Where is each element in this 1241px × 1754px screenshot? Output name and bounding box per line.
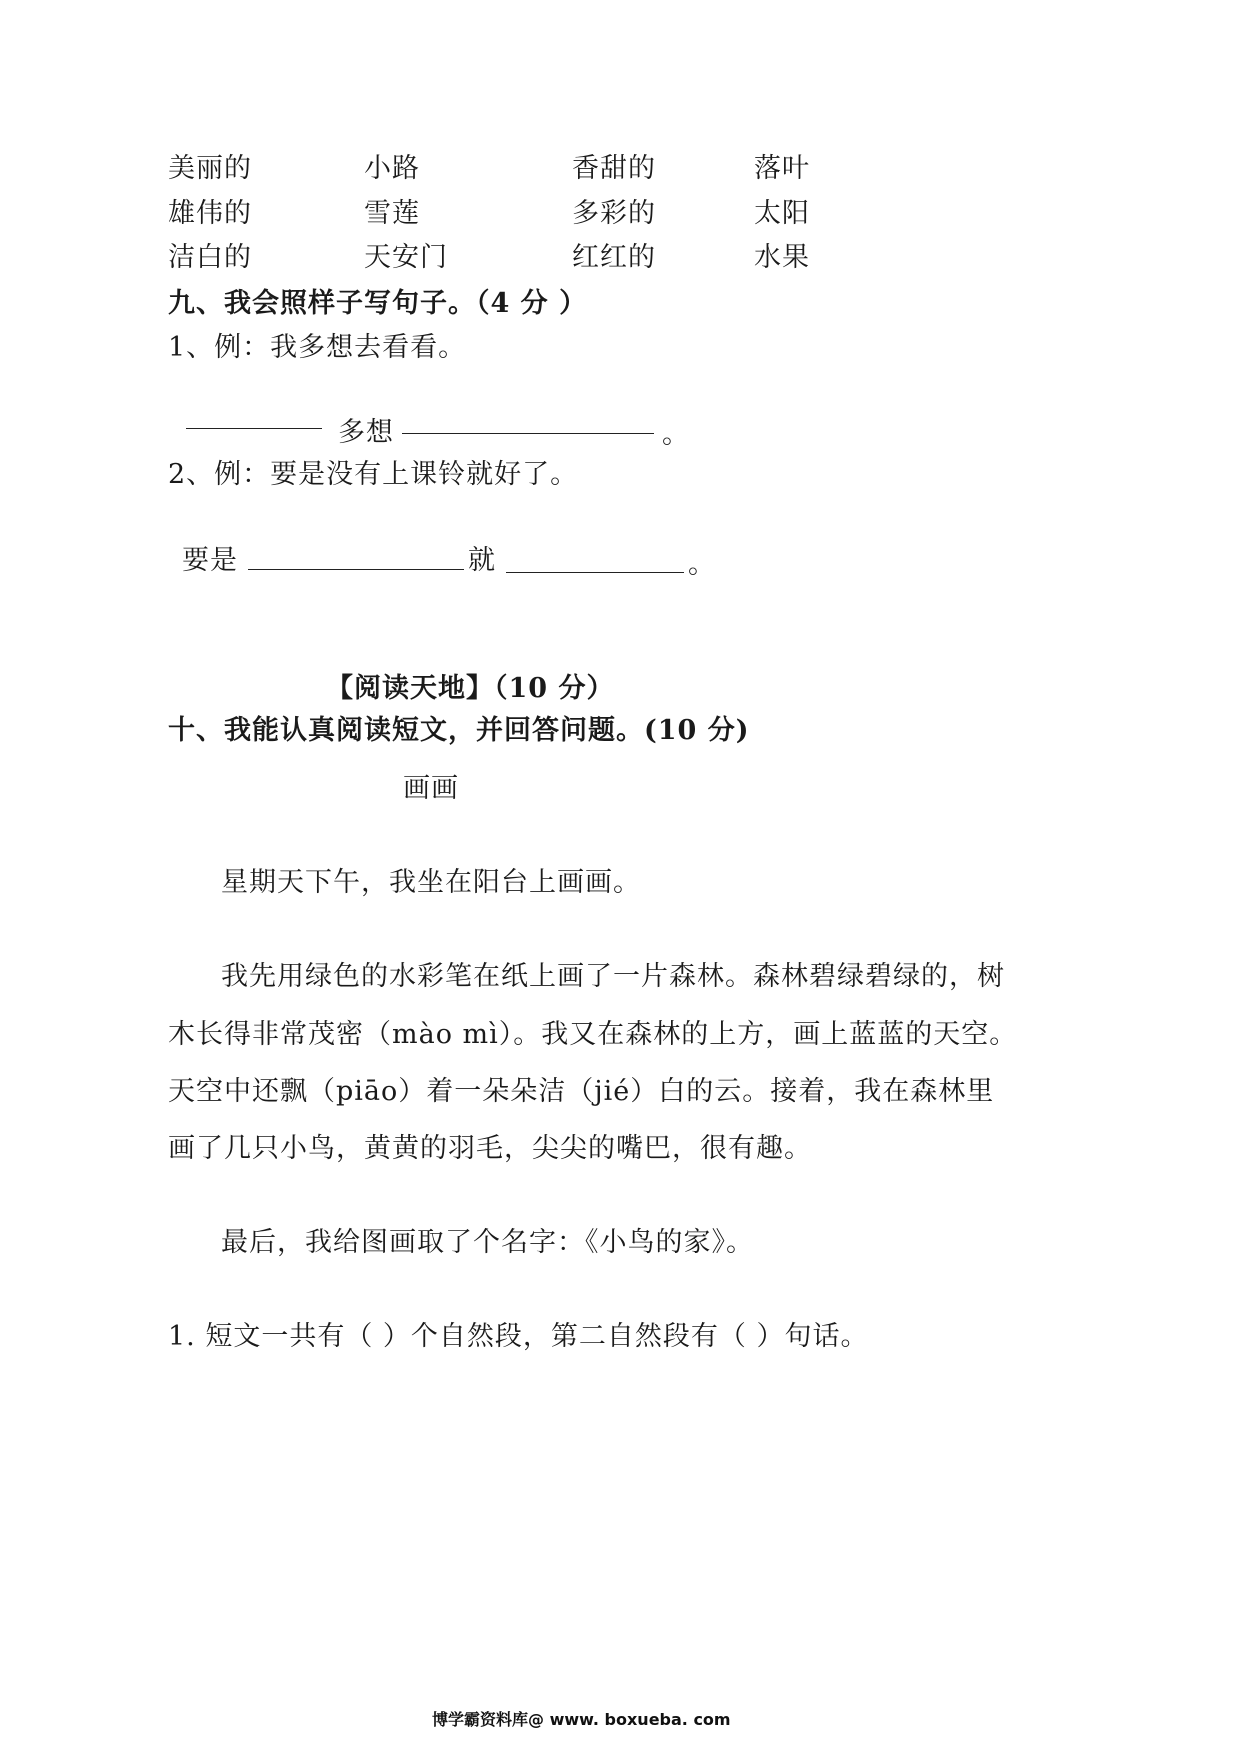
fill2-word1: 要是 <box>182 545 238 576</box>
fill2-word2: 就 <box>468 545 496 576</box>
section9-example1: 1、例：我多想去看看。 <box>168 332 467 363</box>
word-cell: 红红的 <box>572 242 656 273</box>
passage-paragraph-1: 星期天下午，我坐在阳台上画画。 <box>221 867 641 898</box>
question-1: 1. 短文一共有（ ）个自然段，第二自然段有（ ）句话。 <box>168 1321 869 1352</box>
word-cell: 雪莲 <box>364 198 420 229</box>
section10-heading: 十、我能认真阅读短文，并回答问题。(10 分) <box>168 715 750 746</box>
section9-heading: 九、我会照样子写句子。（4 分 ） <box>168 288 588 319</box>
word-cell: 天安门 <box>364 242 448 273</box>
fill-blank-line[interactable] <box>402 433 654 434</box>
passage-line: 画了几只小鸟，黄黄的羽毛，尖尖的嘴巴，很有趣。 <box>168 1133 812 1164</box>
word-cell: 小路 <box>364 153 420 184</box>
fill1-end: 。 <box>662 419 690 450</box>
fill-blank-line[interactable] <box>186 428 322 429</box>
passage-line: 天空中还飘（piāo）着一朵朵洁（jié）白的云。接着，我在森林里 <box>168 1076 995 1107</box>
passage-line: 木长得非常茂密（mào mì）。我又在森林的上方，画上蓝蓝的天空。 <box>168 1019 1018 1050</box>
word-cell: 太阳 <box>754 198 810 229</box>
passage-title: 画画 <box>403 773 459 804</box>
word-cell: 落叶 <box>754 153 810 184</box>
fill1-word: 多想 <box>338 417 394 448</box>
reading-section-title: 【阅读天地】（10 分） <box>326 673 615 704</box>
footer-watermark: 博学霸资料库@ www. boxueba. com <box>432 1710 731 1729</box>
fill-blank-line[interactable] <box>506 572 684 573</box>
word-cell: 洁白的 <box>168 242 252 273</box>
word-cell: 香甜的 <box>572 153 656 184</box>
word-cell: 水果 <box>754 242 810 273</box>
passage-line: 我先用绿色的水彩笔在纸上画了一片森林。森林碧绿碧绿的，树 <box>221 961 1005 992</box>
passage-paragraph-3: 最后，我给图画取了个名字：《小鸟的家》。 <box>221 1227 754 1258</box>
fill2-end: 。 <box>688 549 716 580</box>
word-cell: 美丽的 <box>168 153 252 184</box>
word-cell: 雄伟的 <box>168 198 252 229</box>
word-cell: 多彩的 <box>572 198 656 229</box>
section9-example2: 2、例：要是没有上课铃就好了。 <box>168 459 579 490</box>
fill-blank-line[interactable] <box>248 569 464 570</box>
